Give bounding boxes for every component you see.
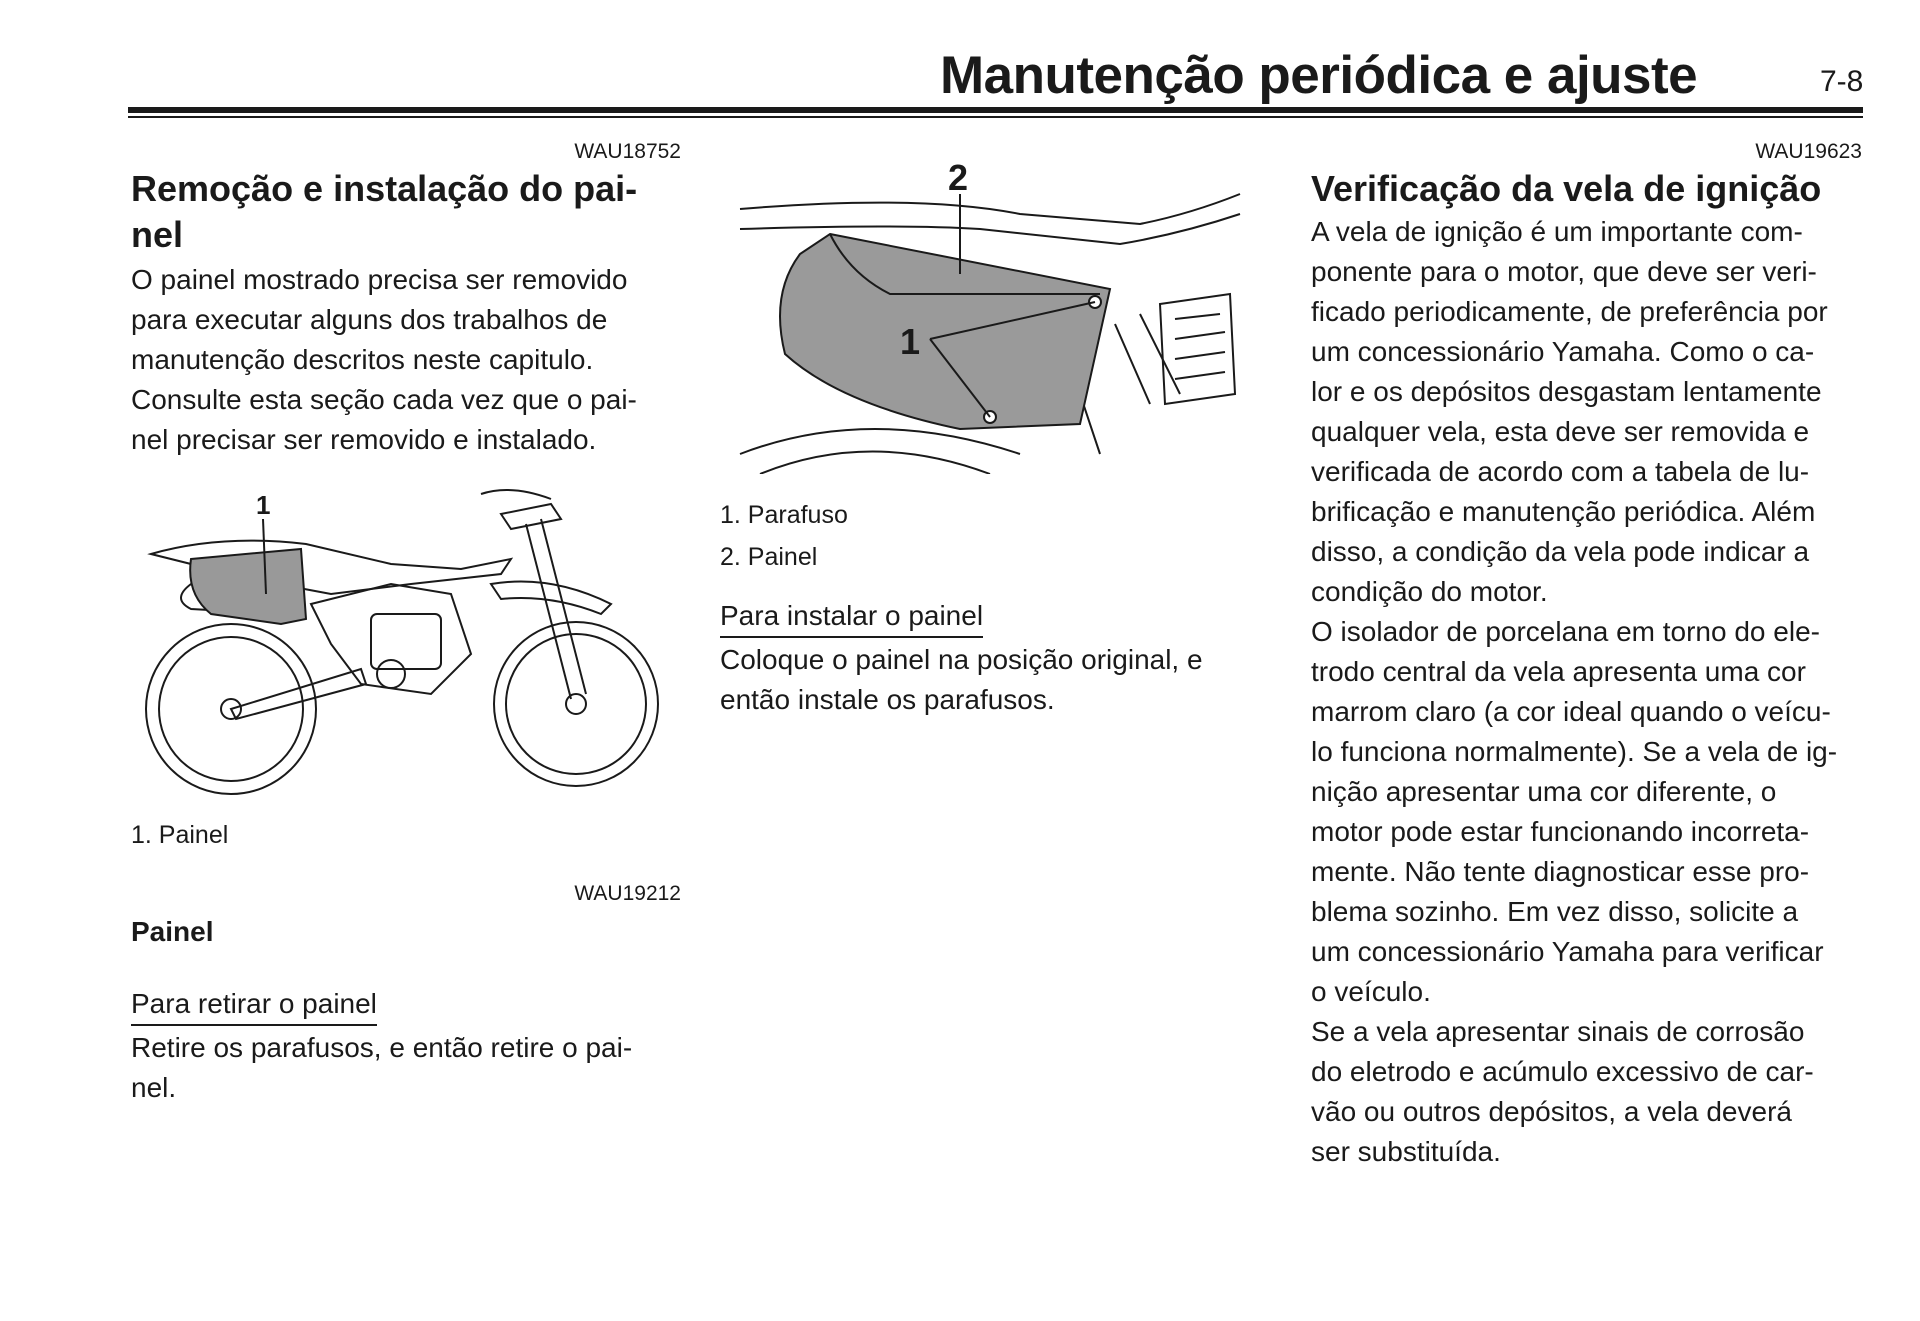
text-line: verificada de acordo com a tabela de lu-	[1311, 456, 1810, 487]
header-rule-thick	[128, 107, 1863, 113]
panel-closeup-illustration	[720, 154, 1260, 474]
text-line: para executar alguns dos trabalhos de	[131, 304, 608, 335]
section-code: WAU19212	[574, 882, 681, 905]
text-line: marrom claro (a cor ideal quando o veícu-	[1311, 696, 1831, 727]
intro-paragraph	[131, 260, 681, 460]
text-line: O isolador de porcelana em torno do ele-	[1311, 616, 1820, 647]
text-line: lo funciona normalmente). Se a vela de ig-	[1311, 736, 1838, 767]
text-line: ser substituída.	[1311, 1136, 1501, 1167]
text-line: nição apresentar uma cor diferente, o	[1311, 776, 1777, 807]
text-line: nel.	[131, 1072, 177, 1103]
column-right	[1311, 138, 1862, 1172]
text-line: ficado periodicamente, de preferência por	[1311, 296, 1828, 327]
text-line: Se a vela apresentar sinais de corrosão	[1311, 1016, 1805, 1047]
side-panel-shape	[190, 549, 306, 624]
install-heading: Para instalar o painel	[720, 598, 983, 638]
remove-heading: Para retirar o painel	[131, 986, 377, 1026]
text-line: blema sozinho. Em vez disso, solicite a	[1311, 896, 1799, 927]
motorcycle-illustration	[131, 474, 681, 814]
section-heading: Verificação da vela de ignição	[1311, 168, 1822, 209]
text-line: vão ou outros depósitos, a vela deverá	[1311, 1096, 1792, 1127]
figure-label-2: 2	[948, 157, 969, 198]
section-code: WAU18752	[574, 140, 681, 163]
text-line: Consulte esta seção cada vez que o pai-	[131, 384, 637, 415]
text-line: lor e os depósitos desgastam lentamente	[1311, 376, 1822, 407]
remove-paragraph	[131, 1028, 681, 1108]
text-line: do eletrodo e acúmulo excessivo de car-	[1311, 1056, 1814, 1087]
heading-line: nel	[131, 214, 184, 255]
text-line: manutenção descritos neste capitulo.	[131, 344, 594, 375]
text-line: nel precisar ser removido e instalado.	[131, 424, 597, 455]
text-line: motor pode estar funcionando incorreta-	[1311, 816, 1810, 847]
section-heading	[131, 166, 681, 258]
figure-caption: 1. Parafuso	[720, 501, 848, 529]
text-line: ponente para o motor, que deve ser veri-	[1311, 256, 1817, 287]
text-line: disso, a condição da vela pode indicar a	[1311, 536, 1810, 567]
text-line: um concessionário Yamaha. Como o ca-	[1311, 336, 1815, 367]
text-line: trodo central da vela apresenta uma cor	[1311, 656, 1806, 687]
figure-caption: 1. Painel	[131, 821, 229, 849]
text-line: Retire os parafusos, e então retire o pai-	[131, 1032, 633, 1063]
spark-plug-paragraph	[1311, 212, 1862, 1172]
text-line: condição do motor.	[1311, 576, 1548, 607]
column-middle	[720, 138, 1270, 720]
text-line: A vela de ignição é um importante com-	[1311, 216, 1803, 247]
text-line: um concessionário Yamaha para verificar	[1311, 936, 1824, 967]
text-line: qualquer vela, esta deve ser removida e	[1311, 416, 1810, 447]
figure-label: 1	[256, 490, 271, 520]
heading-line: Remoção e instalação do pai-	[131, 168, 638, 209]
column-left	[131, 138, 681, 1108]
page-title: Manutenção periódica e ajuste	[940, 46, 1698, 105]
figure-caption: 2. Painel	[720, 543, 818, 571]
figure-label-1: 1	[900, 321, 921, 362]
section-code: WAU19623	[1755, 140, 1862, 163]
text-line: o veículo.	[1311, 976, 1431, 1007]
header-rule-thin	[128, 116, 1863, 118]
text-line: então instale os parafusos.	[720, 684, 1055, 715]
text-line: mente. Não tente diagnosticar esse pro-	[1311, 856, 1810, 887]
side-panel-shape	[780, 234, 1110, 429]
text-line: Coloque o painel na posição original, e	[720, 644, 1203, 675]
install-paragraph	[720, 640, 1270, 720]
text-line: brificação e manutenção periódica. Além	[1311, 496, 1816, 527]
text-line: O painel mostrado precisa ser removido	[131, 264, 628, 295]
sub-heading: Painel	[131, 916, 214, 947]
page-number: 7-8	[1820, 65, 1864, 98]
